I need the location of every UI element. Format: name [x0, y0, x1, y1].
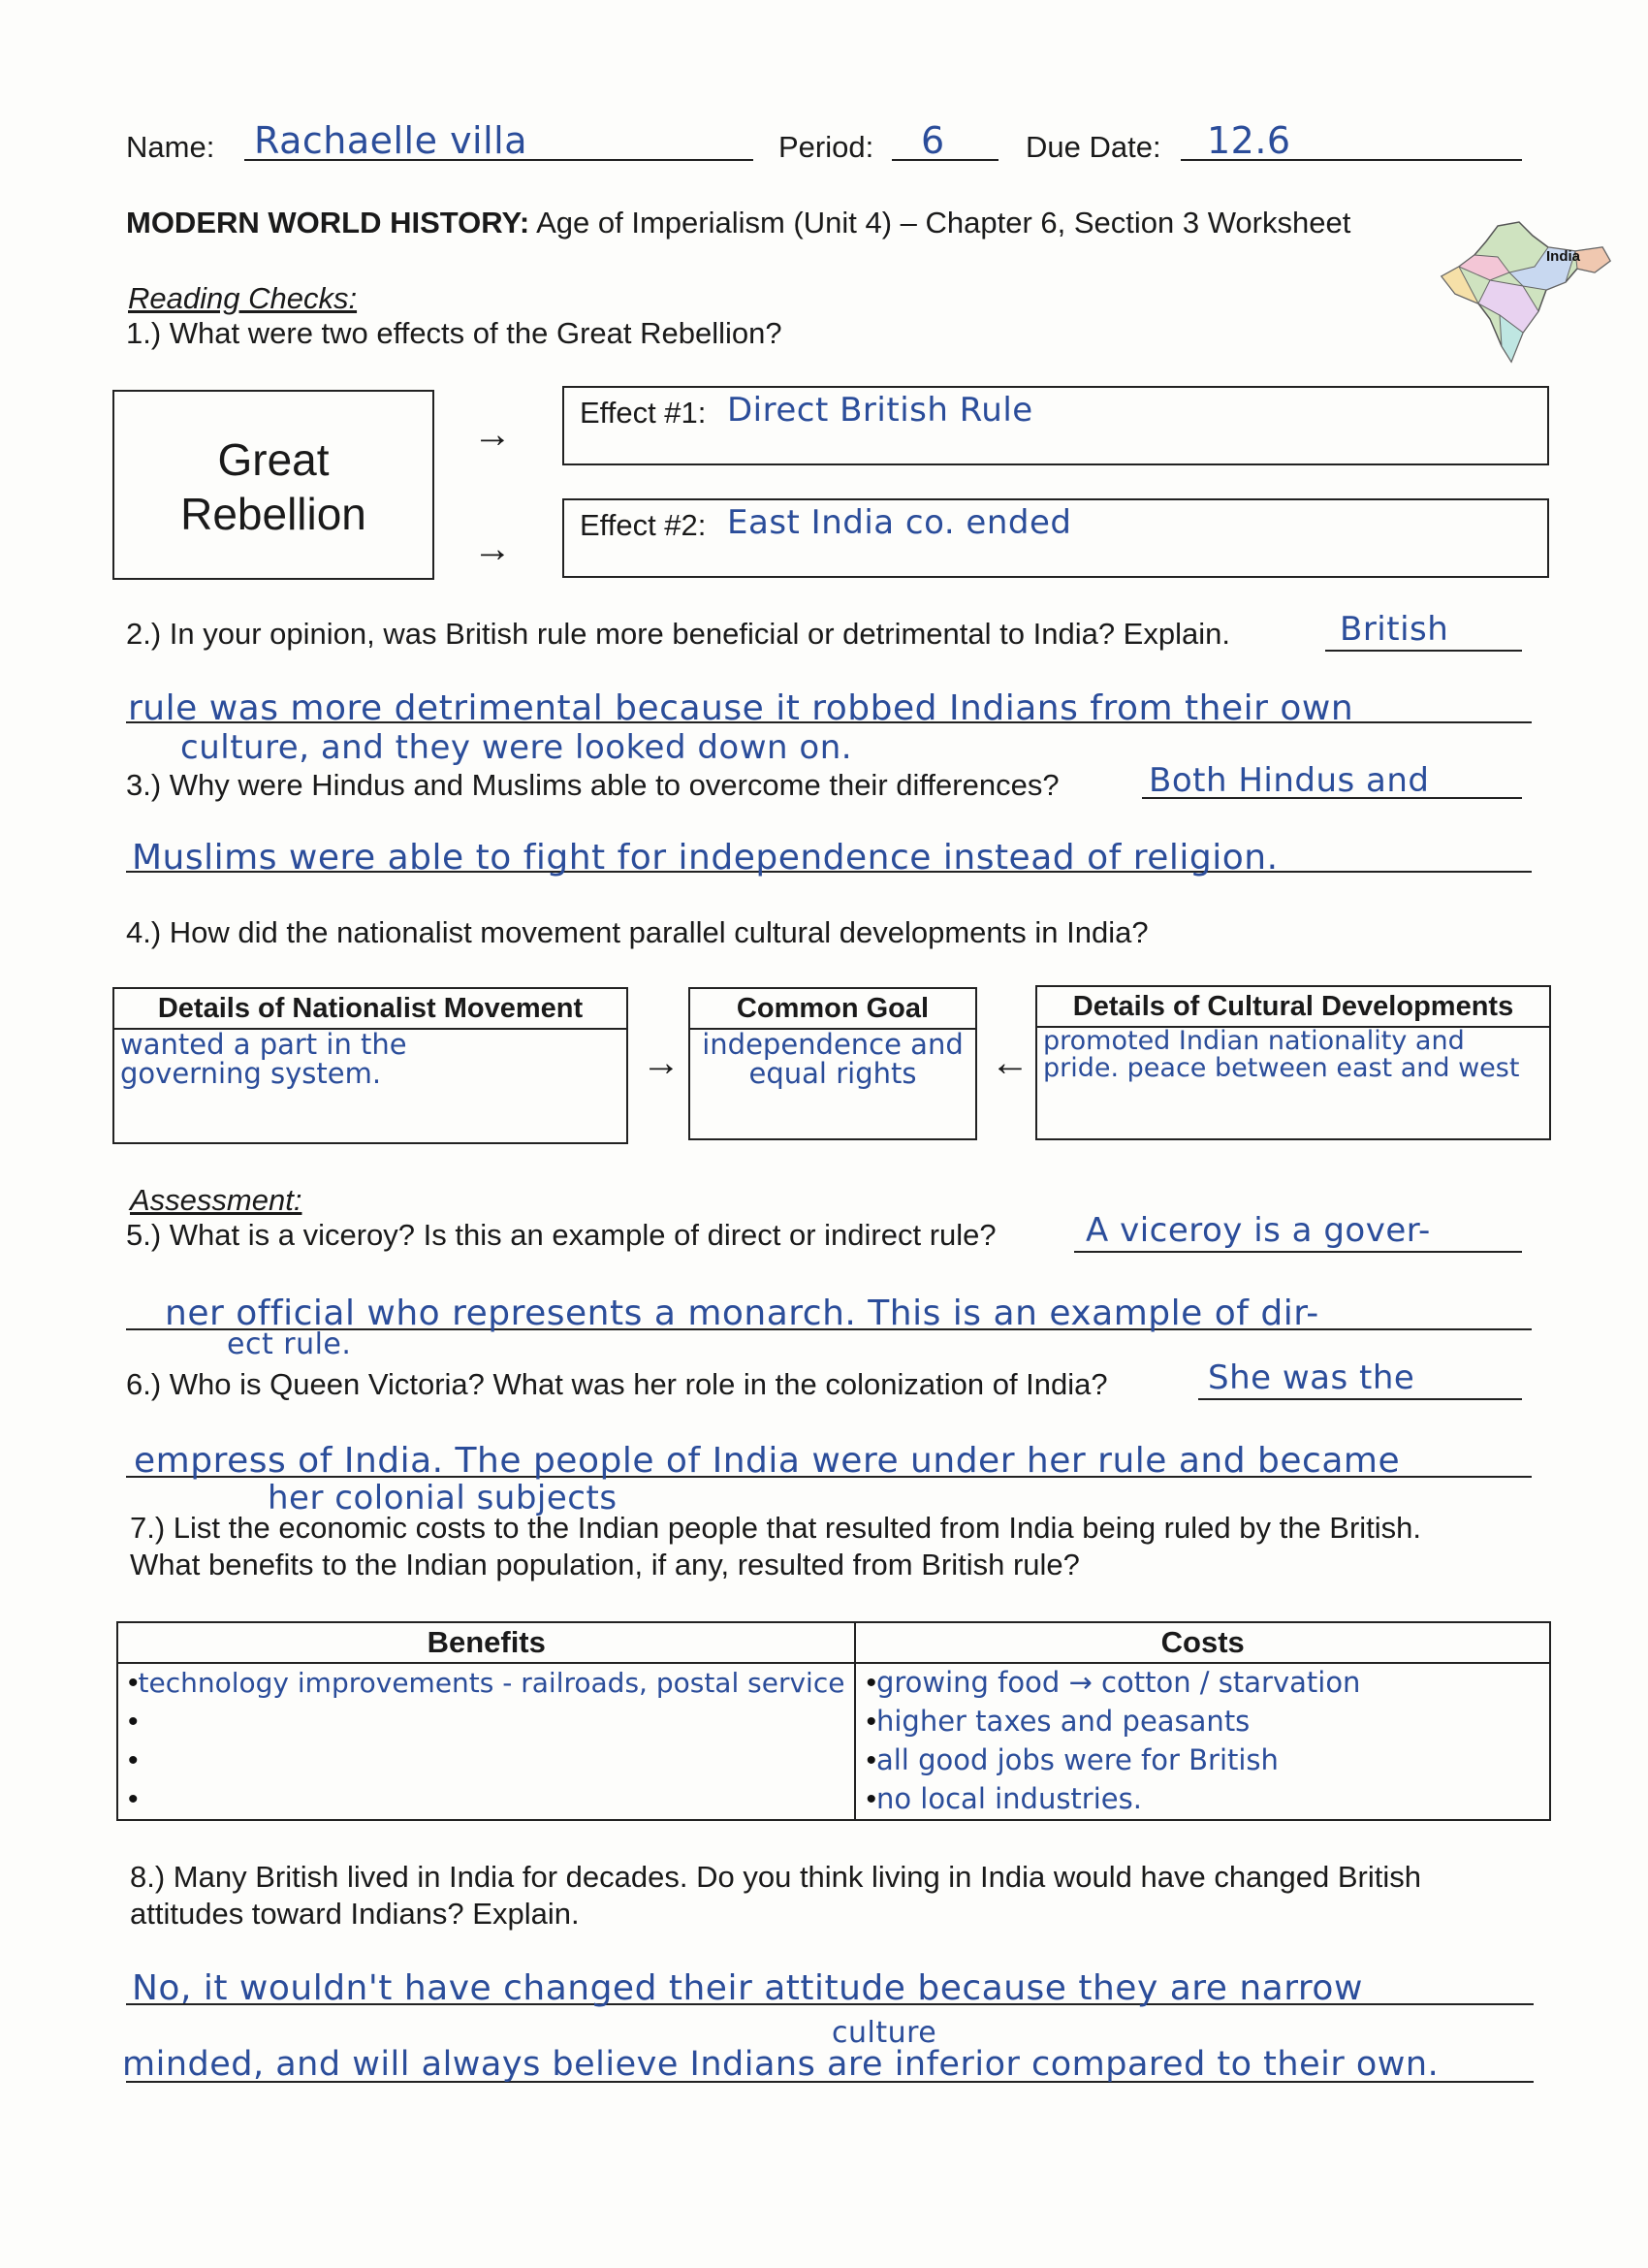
list-item: •	[128, 1744, 139, 1776]
period-answer: 6	[921, 119, 945, 162]
period-line	[892, 159, 998, 161]
answer-2-line-2: rule was more detrimental because it robbed Indians from their own	[128, 688, 1354, 728]
cultural-developments-heading: Details of Cultural Developments	[1037, 987, 1549, 1028]
answer-2-line-3: culture, and they were looked down on.	[180, 728, 853, 767]
common-goal-answer: independence and equal rights	[702, 1028, 964, 1090]
costs-heading: Costs	[855, 1622, 1550, 1663]
answer-3-line-2: Muslims were able to fight for independence instead of religion.	[132, 838, 1279, 878]
effect-1-box	[562, 386, 1549, 465]
common-goal-heading: Common Goal	[690, 989, 975, 1030]
benefits-costs-table	[116, 1621, 1551, 1821]
unit-title: Age of Imperialism (Unit 4) – Chapter 6, Section 3 Worksheet	[536, 206, 1351, 240]
name-answer: Rachaelle villa	[254, 119, 528, 162]
answer-8-insert: culture	[832, 2016, 937, 2050]
question-8-line-1: 8.) Many British lived in India for decades. Do you think living in India would have changed British	[130, 1860, 1422, 1894]
nationalist-movement-heading: Details of Nationalist Movement	[114, 989, 626, 1030]
great-rebellion-box	[112, 390, 434, 580]
arrow-left-icon: ←	[991, 1041, 1030, 1084]
answer-2-start: British	[1340, 610, 1449, 649]
nationalist-movement-box	[112, 987, 628, 1144]
effect-2-label: Effect #2:	[580, 508, 707, 542]
benefits-heading: Benefits	[117, 1622, 855, 1663]
answer-3-start: Both Hindus and	[1149, 761, 1430, 800]
answer-5-line-3: ect rule.	[227, 1327, 352, 1361]
effect-1-answer: Direct British Rule	[727, 391, 1033, 430]
question-4: 4.) How did the nationalist movement parallel cultural developments in India?	[126, 915, 1149, 949]
cultural-developments-box	[1035, 985, 1551, 1140]
effect-1-label: Effect #1:	[580, 396, 707, 430]
common-goal-box	[688, 987, 977, 1140]
list-item: •	[128, 1706, 139, 1738]
benefits-cell	[117, 1663, 855, 1820]
arrow-right-icon: →	[642, 1041, 681, 1084]
assessment-heading: Assessment:	[130, 1183, 302, 1217]
period-label: Period:	[778, 130, 874, 164]
answer-8-line-1: No, it wouldn't have changed their attitude because they are narrow	[132, 1968, 1363, 2008]
map-label: India	[1546, 248, 1581, 265]
answer-6-line-2: empress of India. The people of India were under her rule and became	[134, 1441, 1401, 1481]
worksheet-title	[126, 206, 1350, 240]
list-item: •growing food → cotton / starvation	[866, 1666, 1361, 1699]
india-map-icon	[1430, 218, 1619, 373]
question-2: 2.) In your opinion, was British rule more beneficial or detrimental to India? Explain.	[126, 617, 1230, 651]
answer-5-start: A viceroy is a gover-	[1086, 1211, 1431, 1250]
due-date-label: Due Date:	[1026, 130, 1161, 164]
costs-cell	[855, 1663, 1550, 1820]
list-item: •higher taxes and peasants	[866, 1705, 1251, 1738]
arrow-right-icon: →	[473, 413, 512, 456]
answer-5-line-2: ner official who represents a monarch. This is an example of dir-	[165, 1294, 1319, 1333]
list-item: •technology improvements - railroads, postal service	[128, 1667, 845, 1699]
question-7-line-1: 7.) List the economic costs to the Indian people that resulted from India being ruled by the British.	[130, 1511, 1422, 1545]
question-5: 5.) What is a viceroy? Is this an example of direct or indirect rule?	[126, 1218, 997, 1252]
list-item: •all good jobs were for British	[866, 1743, 1279, 1776]
question-7-line-2: What benefits to the Indian population, if any, resulted from British rule?	[130, 1548, 1080, 1581]
question-3: 3.) Why were Hindus and Muslims able to overcome their differences?	[126, 768, 1060, 802]
effect-2-box	[562, 498, 1549, 578]
arrow-right-icon: →	[473, 527, 512, 570]
answer-line	[1198, 1398, 1522, 1400]
rebellion-label: Rebellion	[180, 489, 366, 539]
question-8-line-2: attitudes toward Indians? Explain.	[130, 1897, 580, 1931]
question-1: 1.) What were two effects of the Great Rebellion?	[126, 316, 782, 350]
list-item: •	[128, 1783, 139, 1815]
nationalist-movement-answer: wanted a part in the governing system.	[120, 1028, 407, 1090]
reading-checks-heading: Reading Checks:	[128, 281, 358, 315]
answer-line	[1074, 1251, 1522, 1253]
name-label: Name:	[126, 130, 215, 164]
answer-6-line-3: her colonial subjects	[268, 1479, 618, 1517]
due-date-answer: 12.6	[1207, 119, 1291, 162]
answer-line	[1325, 650, 1522, 652]
course-title: MODERN WORLD HISTORY:	[126, 206, 530, 240]
effect-2-answer: East India co. ended	[727, 503, 1072, 542]
question-6: 6.) Who is Queen Victoria? What was her role in the colonization of India?	[126, 1367, 1108, 1401]
list-item: •no local industries.	[866, 1782, 1142, 1815]
great-label: Great	[217, 434, 330, 485]
answer-8-line-2: minded, and will always believe Indians are inferior compared to their own.	[122, 2045, 1440, 2084]
cultural-developments-answer: promoted Indian nationality and pride. peace between east and west	[1043, 1026, 1520, 1083]
answer-6-start: She was the	[1208, 1358, 1415, 1397]
